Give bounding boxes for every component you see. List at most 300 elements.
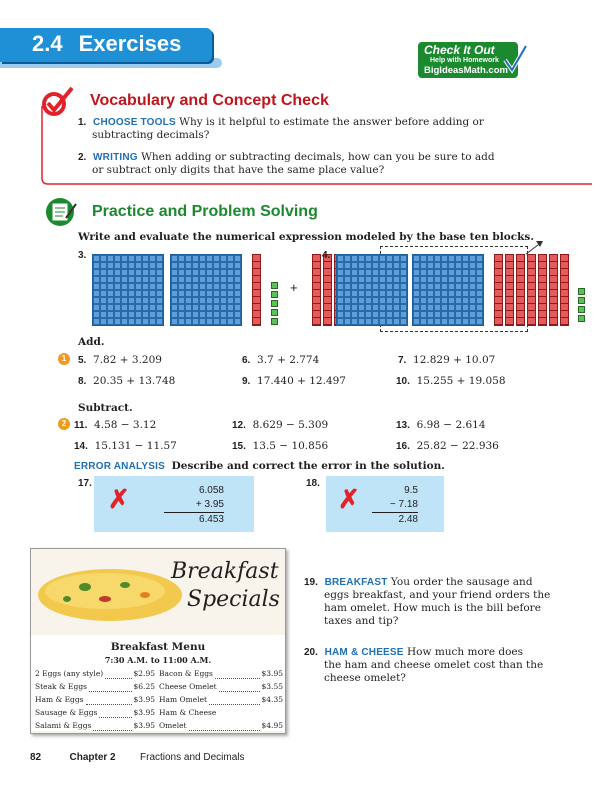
grid-cell	[93, 297, 100, 304]
grid-cell	[420, 283, 427, 290]
grid-cell	[227, 311, 234, 318]
error-box-17	[94, 476, 254, 532]
grid-cell	[372, 318, 379, 325]
grid-cell	[234, 304, 241, 311]
grid-cell	[93, 276, 100, 283]
grid-cell	[135, 290, 142, 297]
grid-cell	[192, 276, 199, 283]
grid-cell	[93, 283, 100, 290]
grid-cell	[351, 269, 358, 276]
grid-cell	[441, 304, 448, 311]
menu-item: Ham Omelet	[159, 695, 208, 704]
grid-cell	[135, 297, 142, 304]
grid-cell	[427, 304, 434, 311]
grid-cell	[413, 283, 420, 290]
item-text: When adding or subtracting decimals, how can you be sure to add	[141, 151, 495, 163]
grid-cell	[441, 283, 448, 290]
grid-cell	[344, 283, 351, 290]
grid-cell	[178, 269, 185, 276]
grid-cell	[413, 276, 420, 283]
menu-hours: 7:30 A.M. to 11:00 A.M.	[104, 655, 212, 665]
grid-cell	[455, 283, 462, 290]
menu-price: $2.95	[133, 669, 155, 678]
grid-cell	[469, 262, 476, 269]
grid-cell	[156, 262, 163, 269]
menu-item: Cheese Omelet	[159, 682, 217, 691]
grid-cell	[185, 304, 192, 311]
grid-cell	[128, 283, 135, 290]
grid-cell	[420, 304, 427, 311]
grid-cell	[462, 304, 469, 311]
grid-cell	[344, 269, 351, 276]
grid-cell	[121, 318, 128, 325]
tenth-rod	[549, 254, 558, 326]
grid-cell	[178, 318, 185, 325]
ex-num: 7.	[398, 355, 407, 366]
menu-item: Steak & Eggs	[35, 682, 87, 691]
grid-cell	[379, 297, 386, 304]
grid-cell	[171, 297, 178, 304]
grid-cell	[337, 297, 344, 304]
page-number: 82	[30, 752, 42, 763]
grid-cell	[206, 304, 213, 311]
grid-cell	[455, 297, 462, 304]
grid-cell	[427, 290, 434, 297]
grid-cell	[400, 276, 407, 283]
menu-item: Omelet	[159, 721, 187, 730]
grid-cell	[441, 290, 448, 297]
grid-cell	[142, 290, 149, 297]
x-mark-icon: ✗	[338, 484, 360, 514]
grid-cell	[476, 311, 483, 318]
grid-cell	[227, 255, 234, 262]
grid-cell	[379, 262, 386, 269]
check-it-out-logo[interactable]	[418, 42, 530, 82]
grid-cell	[114, 311, 121, 318]
grid-cell	[199, 276, 206, 283]
grid-cell	[93, 262, 100, 269]
grid-cell	[156, 297, 163, 304]
grid-cell	[337, 283, 344, 290]
grid-cell	[227, 290, 234, 297]
grid-cell	[234, 269, 241, 276]
grid-cell	[434, 318, 441, 325]
grid-cell	[171, 290, 178, 297]
grid-cell	[476, 304, 483, 311]
grid-cell	[386, 318, 393, 325]
grid-cell	[156, 311, 163, 318]
ex-expr: 15.255 + 19.058	[416, 375, 506, 387]
grid-cell	[185, 276, 192, 283]
grid-cell	[142, 255, 149, 262]
grid-cell	[178, 297, 185, 304]
grid-cell	[220, 290, 227, 297]
exercise-item	[396, 440, 499, 452]
grid-cell	[114, 290, 121, 297]
grid-cell	[372, 311, 379, 318]
exercise-item	[398, 354, 495, 366]
menu-row	[159, 708, 283, 721]
grid-cell	[400, 262, 407, 269]
grid-cell	[107, 269, 114, 276]
grid-cell	[365, 304, 372, 311]
grid-cell	[114, 297, 121, 304]
tenth-rod	[323, 254, 332, 326]
ex-num: 5.	[78, 355, 87, 366]
grid-cell	[185, 290, 192, 297]
vocab-item-1	[78, 116, 498, 142]
grid-cell	[351, 283, 358, 290]
grid-cell	[462, 269, 469, 276]
grid-cell	[469, 297, 476, 304]
grid-cell	[448, 318, 455, 325]
grid-cell	[206, 311, 213, 318]
grid-cell	[220, 269, 227, 276]
grid-cell	[142, 262, 149, 269]
menu-item: Salami & Eggs	[35, 721, 92, 730]
grid-cell	[156, 304, 163, 311]
grid-cell	[434, 304, 441, 311]
menu-row	[35, 695, 155, 708]
exercise-18-number: 18.	[306, 478, 320, 489]
grid-cell	[462, 255, 469, 262]
grid-cell	[199, 283, 206, 290]
grid-cell	[386, 297, 393, 304]
grid-cell	[149, 255, 156, 262]
grid-cell	[234, 276, 241, 283]
grid-cell	[149, 311, 156, 318]
hundredth-cube	[271, 318, 278, 325]
ex-expr: 13.5 − 10.856	[252, 440, 329, 452]
grid-cell	[149, 283, 156, 290]
grid-cell	[206, 290, 213, 297]
grid-cell	[199, 304, 206, 311]
grid-cell	[413, 262, 420, 269]
grid-cell	[107, 297, 114, 304]
ex-num: 14.	[74, 441, 88, 452]
grid-cell	[135, 276, 142, 283]
grid-cell	[135, 304, 142, 311]
grid-cell	[448, 262, 455, 269]
grid-cell	[135, 269, 142, 276]
grid-cell	[351, 318, 358, 325]
hundredth-cube	[271, 282, 278, 289]
grid-cell	[400, 318, 407, 325]
logo-line2: Help with Homework	[430, 57, 499, 64]
grid-cell	[192, 304, 199, 311]
ex-text: the ham and cheese omelet cost than the	[324, 659, 544, 671]
grid-cell	[441, 276, 448, 283]
grid-cell	[128, 255, 135, 262]
menu-row	[35, 721, 155, 734]
grid-cell	[220, 304, 227, 311]
solution-line: − 7.18	[372, 498, 418, 513]
grid-cell	[379, 255, 386, 262]
vocab-title: Vocabulary and Concept Check	[90, 92, 329, 109]
grid-cell	[365, 262, 372, 269]
grid-cell	[178, 290, 185, 297]
ex-num: 16.	[396, 441, 410, 452]
grid-cell	[142, 318, 149, 325]
grid-cell	[427, 276, 434, 283]
hundredths-cubes	[271, 254, 278, 327]
page-footer	[30, 752, 244, 763]
grid-cell	[114, 262, 121, 269]
grid-cell	[455, 276, 462, 283]
hundredth-cube	[271, 300, 278, 307]
hundredth-cube	[271, 291, 278, 298]
ex-expr: 3.7 + 2.774	[257, 354, 320, 366]
grid-cell	[149, 262, 156, 269]
grid-cell	[427, 318, 434, 325]
grid-cell	[469, 311, 476, 318]
grid-cell	[128, 304, 135, 311]
grid-cell	[358, 283, 365, 290]
solution-line: + 3.95	[164, 498, 224, 513]
grid-cell	[372, 276, 379, 283]
grid-cell	[448, 304, 455, 311]
grid-cell	[358, 304, 365, 311]
grid-cell	[93, 311, 100, 318]
menu-price: $3.95	[133, 721, 155, 730]
grid-cell	[156, 318, 163, 325]
menu-price: $4.35	[261, 695, 283, 704]
menu-item: Bacon & Eggs	[159, 669, 213, 678]
grid-cell	[448, 269, 455, 276]
grid-cell	[337, 290, 344, 297]
grid-cell	[227, 262, 234, 269]
grid-cell	[448, 311, 455, 318]
grid-cell	[358, 262, 365, 269]
grid-cell	[337, 269, 344, 276]
hundred-block	[412, 254, 484, 326]
ex-expr: 17.440 + 12.497	[257, 375, 346, 387]
grid-cell	[420, 318, 427, 325]
grid-cell	[227, 269, 234, 276]
grid-cell	[372, 255, 379, 262]
grid-cell	[234, 262, 241, 269]
grid-cell	[149, 318, 156, 325]
breakfast-menu	[30, 548, 286, 734]
grid-cell	[185, 297, 192, 304]
menu-price: $3.95	[261, 669, 283, 678]
grid-cell	[351, 255, 358, 262]
grid-cell	[192, 283, 199, 290]
grid-cell	[476, 276, 483, 283]
grid-cell	[386, 311, 393, 318]
grid-cell	[142, 276, 149, 283]
grid-cell	[199, 269, 206, 276]
grid-cell	[234, 297, 241, 304]
grid-cell	[469, 318, 476, 325]
grid-cell	[372, 290, 379, 297]
solution-18	[372, 484, 418, 527]
grid-cell	[441, 262, 448, 269]
grid-cell	[213, 269, 220, 276]
grid-cell	[192, 255, 199, 262]
grid-cell	[171, 255, 178, 262]
grid-cell	[365, 255, 372, 262]
grid-cell	[386, 255, 393, 262]
practice-instruction: Write and evaluate the numerical expression modeled by the base ten blocks.	[78, 231, 535, 243]
grid-cell	[206, 318, 213, 325]
grid-cell	[213, 297, 220, 304]
grid-cell	[413, 290, 420, 297]
ex-keyword: BREAKFAST	[324, 577, 388, 588]
grid-cell	[400, 283, 407, 290]
grid-cell	[379, 290, 386, 297]
menu-script-2: Specials	[187, 587, 280, 612]
grid-cell	[213, 304, 220, 311]
ex-num: 12.	[232, 420, 246, 431]
exercise-item	[396, 375, 506, 387]
grid-cell	[142, 297, 149, 304]
grid-cell	[149, 297, 156, 304]
grid-cell	[100, 269, 107, 276]
grid-cell	[192, 311, 199, 318]
hundred-block	[170, 254, 242, 326]
grid-cell	[400, 269, 407, 276]
grid-cell	[372, 297, 379, 304]
grid-cell	[386, 290, 393, 297]
solution-17	[164, 484, 224, 527]
grid-cell	[234, 283, 241, 290]
grid-cell	[149, 304, 156, 311]
ex4-blocks	[336, 254, 585, 326]
error-analysis-instruction	[74, 460, 445, 472]
grid-cell	[365, 269, 372, 276]
grid-cell	[386, 269, 393, 276]
tenth-rod	[516, 254, 525, 326]
grid-cell	[234, 255, 241, 262]
grid-cell	[372, 283, 379, 290]
grid-cell	[434, 311, 441, 318]
grid-cell	[121, 255, 128, 262]
grid-cell	[448, 297, 455, 304]
solution-line: 6.058	[198, 485, 224, 496]
menu-item: Sausage & Eggs	[35, 708, 98, 717]
grid-cell	[337, 304, 344, 311]
grid-cell	[413, 255, 420, 262]
grid-cell	[213, 318, 220, 325]
grid-cell	[462, 318, 469, 325]
grid-cell	[476, 283, 483, 290]
ex-expr: 25.82 − 22.936	[416, 440, 499, 452]
grid-cell	[100, 276, 107, 283]
hundredth-cube	[578, 288, 585, 295]
grid-cell	[171, 262, 178, 269]
grid-cell	[93, 269, 100, 276]
logo-domain: .com	[485, 65, 508, 76]
grid-cell	[178, 262, 185, 269]
grid-cell	[365, 283, 372, 290]
grid-cell	[365, 290, 372, 297]
error-keyword: ERROR ANALYSIS	[74, 461, 165, 472]
logo-line3	[424, 65, 508, 76]
grid-cell	[206, 283, 213, 290]
grid-cell	[121, 262, 128, 269]
ex-expr: 7.82 + 3.209	[93, 354, 162, 366]
grid-cell	[455, 311, 462, 318]
grid-cell	[121, 311, 128, 318]
menu-price: $6.25	[133, 682, 155, 691]
grid-cell	[100, 255, 107, 262]
grid-cell	[455, 318, 462, 325]
grid-cell	[434, 262, 441, 269]
grid-cell	[372, 269, 379, 276]
menu-right-column	[159, 669, 283, 734]
grid-cell	[178, 276, 185, 283]
grid-cell	[206, 262, 213, 269]
grid-cell	[476, 262, 483, 269]
grid-cell	[448, 255, 455, 262]
grid-cell	[393, 262, 400, 269]
grid-cell	[178, 255, 185, 262]
grid-cell	[206, 276, 213, 283]
grid-cell	[107, 283, 114, 290]
checkmark-icon	[502, 44, 528, 74]
error-text: Describe and correct the error in the solution.	[171, 460, 445, 472]
grid-cell	[185, 311, 192, 318]
grid-cell	[469, 283, 476, 290]
grid-cell	[386, 283, 393, 290]
grid-cell	[358, 255, 365, 262]
grid-cell	[199, 262, 206, 269]
grid-cell	[156, 290, 163, 297]
grid-cell	[114, 276, 121, 283]
grid-cell	[107, 318, 114, 325]
grid-cell	[476, 318, 483, 325]
grid-cell	[393, 283, 400, 290]
grid-cell	[455, 290, 462, 297]
exercise-19	[304, 576, 574, 628]
exercise-item	[78, 354, 162, 366]
grid-cell	[344, 262, 351, 269]
grid-cell	[393, 269, 400, 276]
vocab-item-2	[78, 151, 498, 177]
exercise-item	[74, 440, 177, 452]
grid-cell	[185, 318, 192, 325]
grid-cell	[448, 290, 455, 297]
menu-row	[35, 669, 155, 682]
ex-num: 10.	[396, 376, 410, 387]
grid-cell	[372, 304, 379, 311]
grid-cell	[171, 304, 178, 311]
grid-cell	[227, 276, 234, 283]
grid-cell	[128, 269, 135, 276]
grid-cell	[213, 255, 220, 262]
grid-cell	[400, 255, 407, 262]
ex-expr: 6.98 − 2.614	[416, 419, 486, 431]
ex-num: 6.	[242, 355, 251, 366]
grid-cell	[114, 269, 121, 276]
grid-cell	[462, 290, 469, 297]
grid-cell	[358, 311, 365, 318]
grid-cell	[149, 269, 156, 276]
grid-cell	[213, 290, 220, 297]
grid-cell	[128, 276, 135, 283]
grid-cell	[427, 297, 434, 304]
menu-script-1: Breakfast	[171, 559, 279, 584]
exercise-item	[242, 354, 319, 366]
grid-cell	[121, 290, 128, 297]
menu-price: $3.95	[133, 708, 155, 717]
tenth-rod	[312, 254, 321, 326]
grid-cell	[441, 297, 448, 304]
grid-cell	[358, 297, 365, 304]
exercise-item	[78, 375, 175, 387]
grid-cell	[93, 318, 100, 325]
